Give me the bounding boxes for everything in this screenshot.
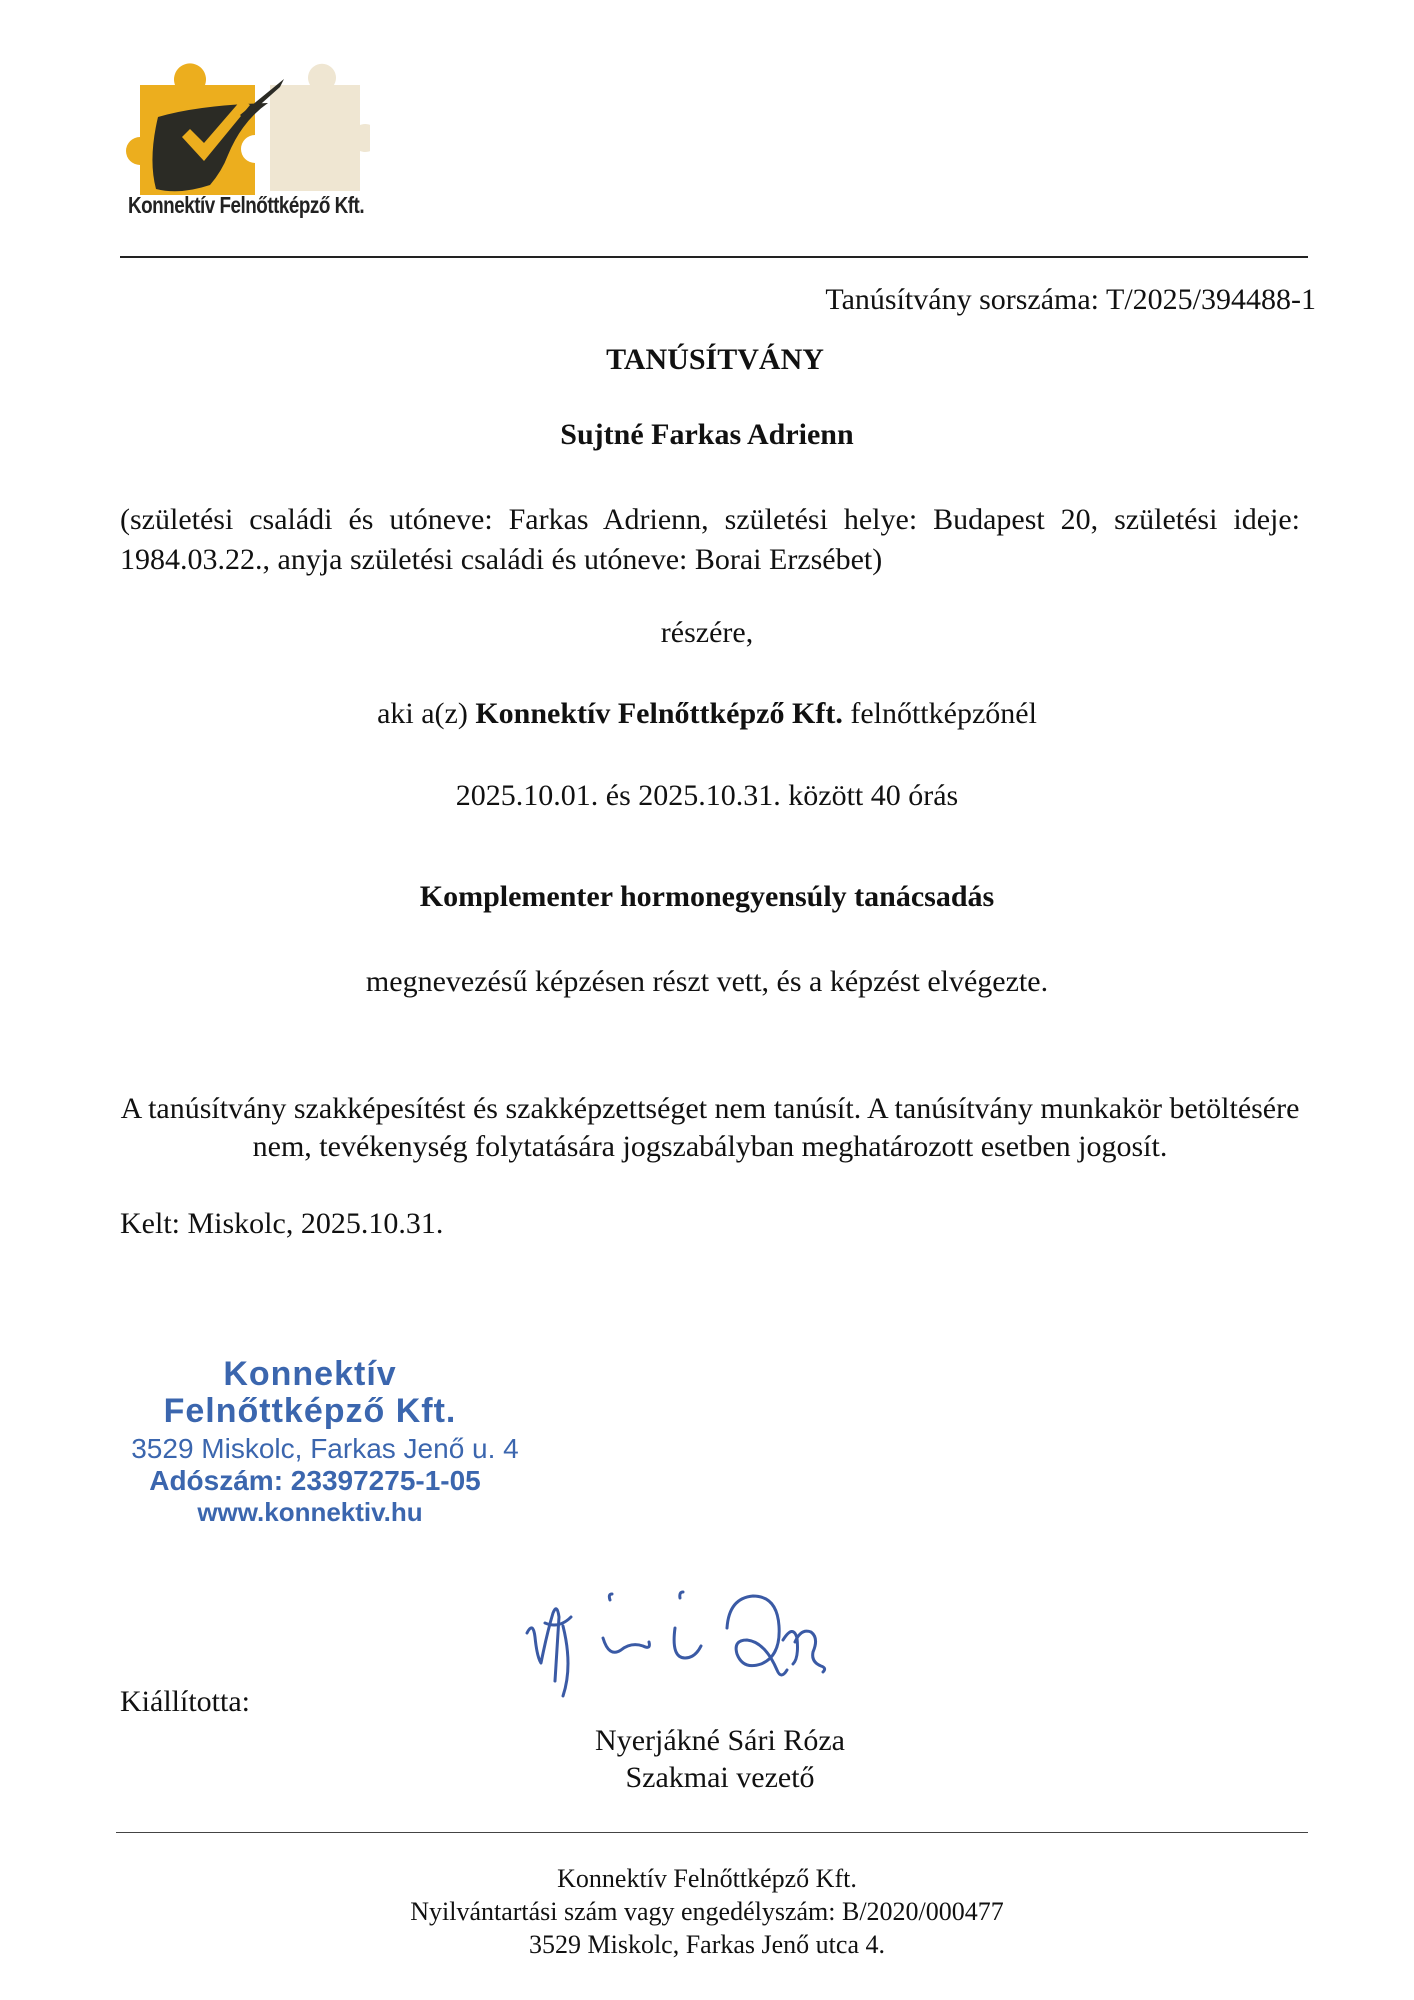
for-label: részére, xyxy=(660,616,754,649)
recipient-name: Sujtné Farkas Adrienn xyxy=(560,418,854,451)
logo-wordmark: Konnektív Felnőttképző Kft. xyxy=(128,192,365,218)
completion-statement: megnevezésű képzésen részt vett, és a képzést elvégezte. xyxy=(365,965,1049,998)
certificate-serial xyxy=(825,283,1316,317)
footer-address: 3529 Miskolc, Farkas Jenő utca 4. xyxy=(528,1930,885,1959)
footer-company: Konnektív Felnőttképző Kft. xyxy=(557,1864,857,1893)
recipient-details: (születési családi és utóneve: Farkas Adrienn, születési helye: Budapest 20, születési ideje: 1984.03.22., anyja születési családi és utóneve: Borai Erzsébet) xyxy=(120,503,1300,576)
stamp-line-1: Konnektív xyxy=(223,1355,397,1393)
company-stamp xyxy=(85,1355,565,1545)
issue-place-date: Kelt: Miskolc, 2025.10.31. xyxy=(120,1207,444,1240)
issued-by-label: Kiállította: xyxy=(120,1685,250,1718)
course-name: Komplementer hormonegyensúly tanácsadás xyxy=(419,880,995,913)
provider-name: Konnektív Felnőttképző Kft. xyxy=(475,697,843,730)
footer xyxy=(0,1862,1414,1961)
serial-number: T/2025/394488-1 xyxy=(1106,283,1316,316)
stamp-line-5: www.konnektiv.hu xyxy=(197,1497,423,1527)
stamp-line-4: Adószám: 23397275-1-05 xyxy=(149,1465,481,1496)
footer-divider xyxy=(116,1832,1308,1833)
signer-name: Nyerjákné Sári Róza xyxy=(595,1724,845,1757)
document-title: TANÚSÍTVÁNY xyxy=(606,343,824,376)
footer-registration: Nyilvántartási szám vagy engedélyszám: B/2020/000477 xyxy=(410,1897,1004,1926)
header-divider xyxy=(120,256,1308,258)
legal-disclaimer: A tanúsítvány szakképesítést és szakképzettséget nem tanúsít. A tanúsítvány munkakör betöltésére nem, tevékenység folytatására jogszabályban meghatározott esetben jogosít. xyxy=(120,1092,1300,1163)
signer-block xyxy=(520,1722,920,1796)
training-period: 2025.10.01. és 2025.10.31. között 40 órás xyxy=(455,779,959,812)
stamp-line-2: Felnőttképző Kft. xyxy=(163,1392,457,1430)
provider-line xyxy=(0,697,1414,731)
serial-label: Tanúsítvány sorszáma: xyxy=(825,283,1100,316)
stamp-line-3: 3529 Miskolc, Farkas Jenő u. 4 xyxy=(131,1433,519,1464)
handwritten-signature xyxy=(515,1578,915,1718)
provider-suffix: felnőttképzőnél xyxy=(850,697,1037,730)
signer-title: Szakmai vezető xyxy=(625,1761,815,1794)
provider-prefix: aki a(z) xyxy=(377,697,468,730)
